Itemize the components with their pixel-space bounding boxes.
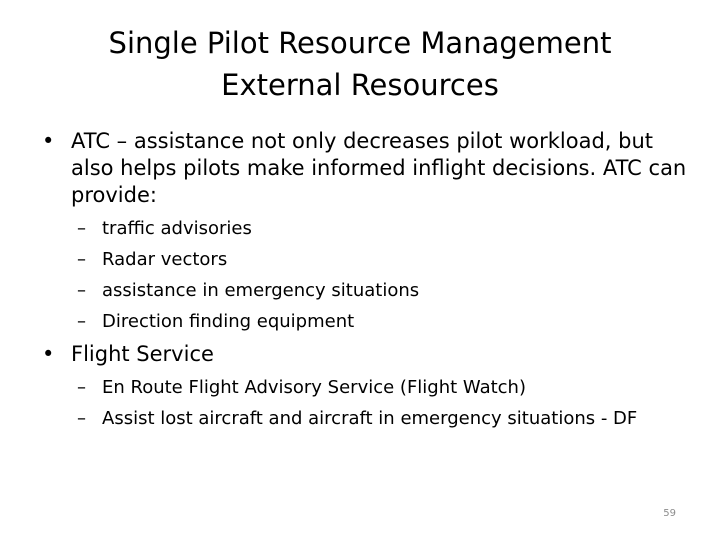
bullet-text: ATC – assistance not only decreases pilot workload, but also helps pilots make informed inflight decisions. ATC can provide: xyxy=(71,129,687,207)
sub-bullet-text: Radar vectors xyxy=(102,249,228,270)
sub-bullet-text: Assist lost aircraft and aircraft in emergency situations - DF xyxy=(102,408,638,429)
slide-title-line-2: External Resources xyxy=(221,68,499,102)
sub-bullet-text: En Route Flight Advisory Service (Flight Watch) xyxy=(102,377,526,398)
flight-service-sublist xyxy=(42,376,692,430)
sub-bullet-text: traffic advisories xyxy=(102,218,252,239)
slide-body xyxy=(42,128,692,430)
sub-bullet-direction-finding xyxy=(42,310,692,333)
atc-sublist xyxy=(42,217,692,333)
bullet-text: Flight Service xyxy=(71,342,214,366)
bullet-marker: • xyxy=(42,129,55,153)
slide-title-line-1: Single Pilot Resource Management xyxy=(108,26,612,60)
slide-title xyxy=(36,22,684,106)
sub-bullet-traffic-advisories xyxy=(42,217,692,240)
dash-marker: – xyxy=(77,377,86,398)
bullet-flight-service xyxy=(42,341,692,368)
sub-bullet-text: Direction finding equipment xyxy=(102,311,355,332)
dash-marker: – xyxy=(77,280,86,301)
slide-number: 59 xyxy=(663,508,676,519)
dash-marker: – xyxy=(77,311,86,332)
sub-bullet-text: assistance in emergency situations xyxy=(102,280,420,301)
dash-marker: – xyxy=(77,249,86,270)
sub-bullet-radar-vectors xyxy=(42,248,692,271)
sub-bullet-flight-watch xyxy=(42,376,692,399)
bullet-atc xyxy=(42,128,692,209)
bullet-marker: • xyxy=(42,342,55,366)
dash-marker: – xyxy=(77,408,86,429)
dash-marker: – xyxy=(77,218,86,239)
sub-bullet-emergency-assistance xyxy=(42,279,692,302)
sub-bullet-lost-aircraft xyxy=(42,407,692,430)
